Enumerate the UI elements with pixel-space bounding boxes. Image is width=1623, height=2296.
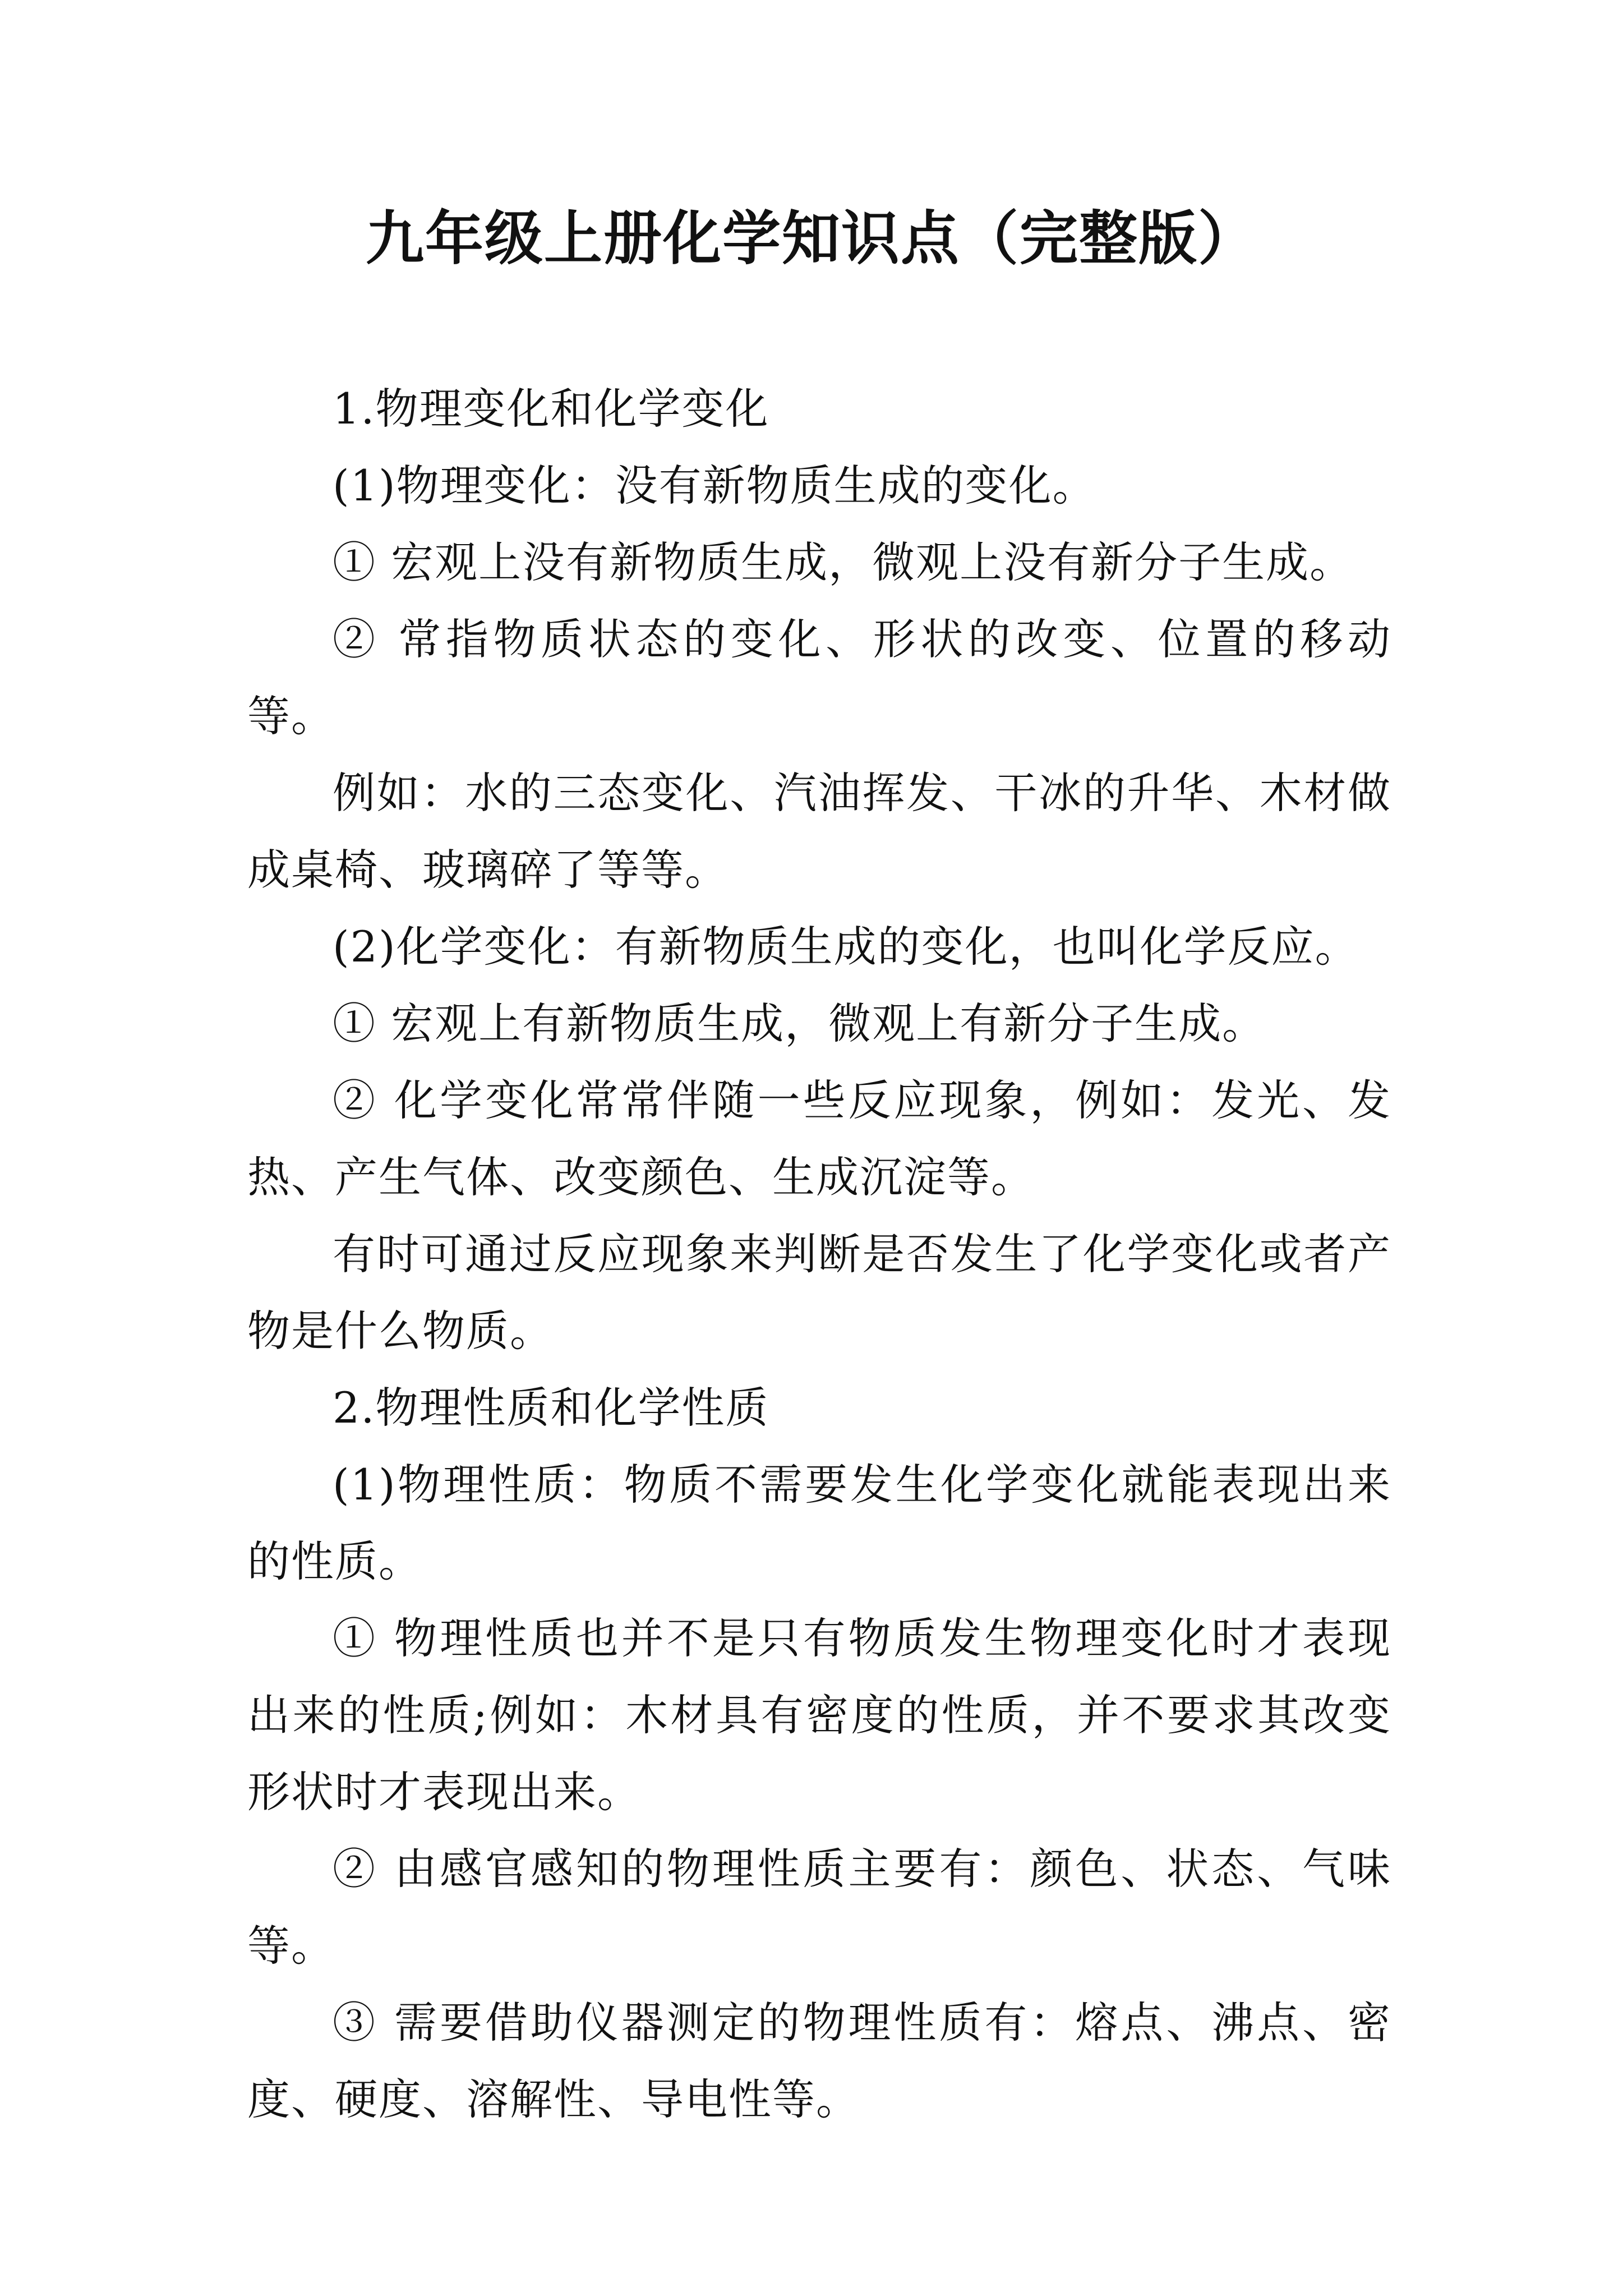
section-heading-2: 2.物理性质和化学性质 bbox=[333, 1383, 769, 1433]
document-title: 九年级上册化学知识点（完整版） bbox=[365, 204, 1257, 273]
paragraph: (2)化学变化：有新物质生成的变化，也叫化学反应。 bbox=[333, 922, 1359, 972]
document-body bbox=[247, 370, 1391, 2138]
paragraph: 有时可通过反应现象来判断是否发生了化学变化或者产物是什么物质。 bbox=[247, 1229, 1391, 1356]
paragraph: 例如：水的三态变化、汽油挥发、干冰的升华、木材做成桌椅、玻璃碎了等等。 bbox=[247, 768, 1391, 895]
paragraph: ② 由感官感知的物理性质主要有：颜色、状态、气味等。 bbox=[247, 1844, 1391, 1971]
paragraph: ③ 需要借助仪器测定的物理性质有：熔点、沸点、密度、硬度、溶解性、导电性等。 bbox=[247, 1998, 1391, 2124]
paragraph: (1)物理性质：物质不需要发生化学变化就能表现出来的性质。 bbox=[247, 1460, 1391, 1586]
paragraph: (1)物理变化：没有新物质生成的变化。 bbox=[333, 461, 1096, 510]
paragraph: ① 宏观上没有新物质生成，微观上没有新分子生成。 bbox=[333, 537, 1354, 587]
paragraph: ① 物理性质也并不是只有物质发生物理变化时才表现出来的性质;例如：木材具有密度的性质，并不要求其改变形状时才表现出来。 bbox=[247, 1613, 1391, 1817]
paragraph: ② 常指物质状态的变化、形状的改变、位置的移动等。 bbox=[247, 614, 1391, 741]
section-heading-1: 1.物理变化和化学变化 bbox=[333, 384, 769, 434]
paragraph: ① 宏观上有新物质生成，微观上有新分子生成。 bbox=[333, 999, 1266, 1048]
paragraph: ② 化学变化常常伴随一些反应现象，例如：发光、发热、产生气体、改变颜色、生成沉淀等。 bbox=[247, 1075, 1391, 1202]
